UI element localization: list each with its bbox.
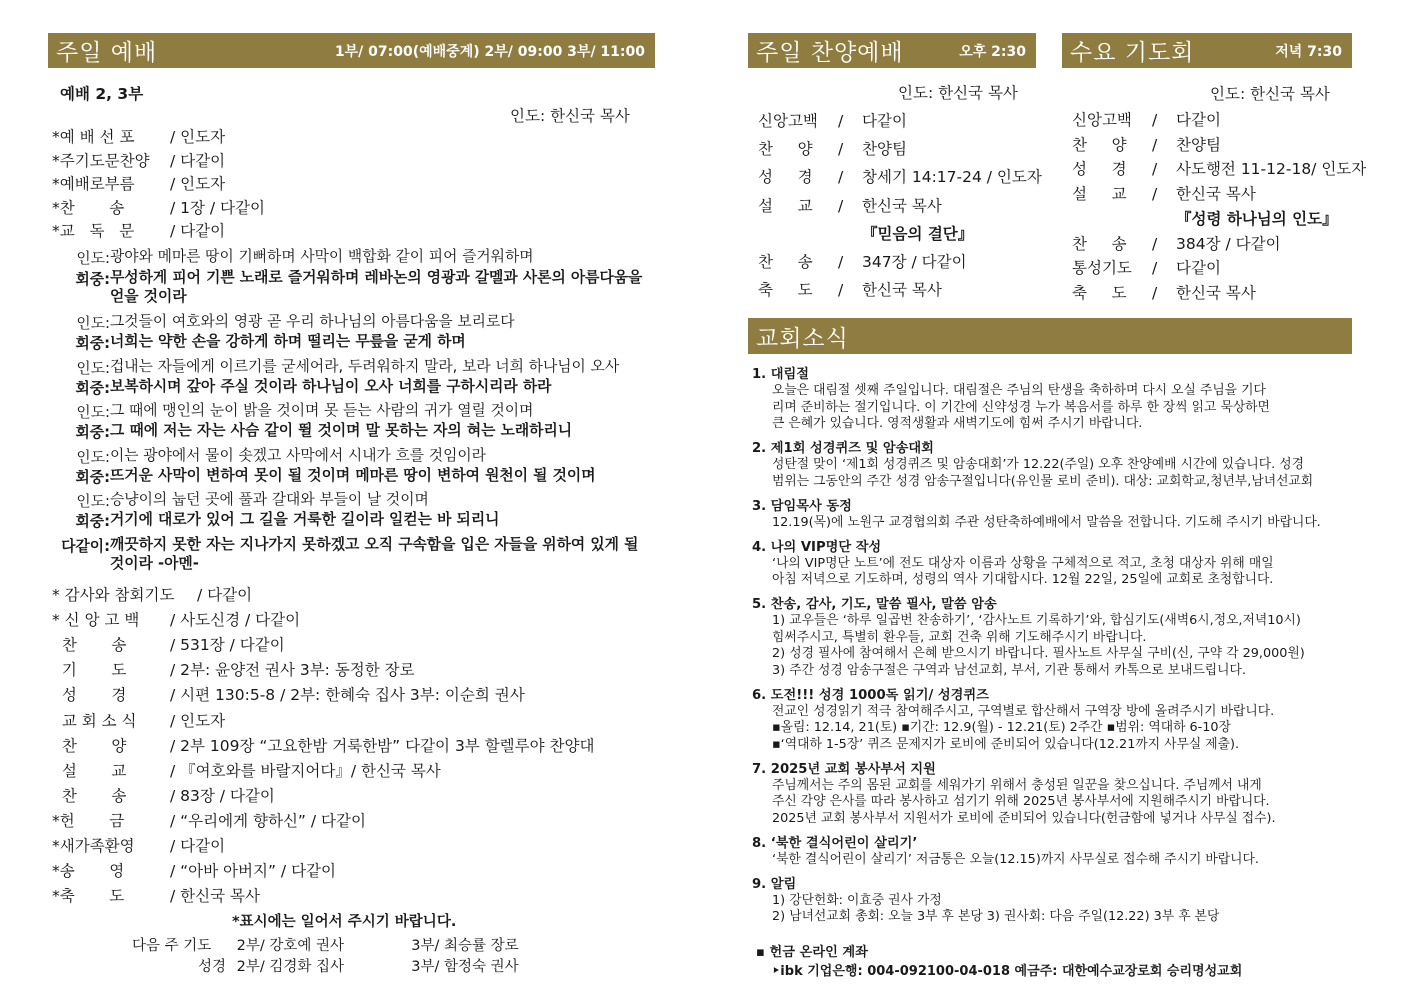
news-heading: 2. 제1회 성경퀴즈 및 암송대회: [752, 441, 934, 456]
order-row: [52, 683, 525, 705]
order-value: / 다같이: [170, 837, 226, 855]
news-heading: 5. 찬송, 감사, 기도, 말씀 필사, 말씀 암송: [752, 597, 997, 612]
news-item: [752, 835, 1352, 869]
order-value: 찬양팀: [862, 140, 907, 159]
responsive-speaker: 인도:: [76, 250, 110, 267]
order-sep: /: [838, 196, 844, 215]
order-value: 384장 / 다같이: [1176, 234, 1281, 253]
order-row: [1072, 157, 1366, 179]
praise-header: [748, 33, 1036, 68]
order-value: / 2부: 윤양전 권사 3부: 동정한 장로: [170, 661, 415, 680]
news-item: [752, 761, 1352, 828]
order-label: *축 도: [52, 887, 125, 906]
news-body-line: 오늘은 대림절 셋째 주일입니다. 대림절은 주님의 탄생을 축하하며 다시 오실 주님을 기다: [772, 383, 1266, 398]
order-row: [1072, 182, 1256, 204]
order-label: 찬 송: [52, 786, 127, 805]
news-item: [752, 539, 1352, 589]
responsive-line: [52, 466, 652, 485]
praise-time: 오후 2:30: [959, 43, 1026, 60]
news-heading: 6. 도전!!! 성경 1000독 읽기/ 성경퀴즈: [752, 687, 989, 703]
order-row: [52, 759, 441, 781]
news-item: [752, 876, 1352, 926]
order-label: *새가족환영: [52, 837, 135, 855]
order-sep: /: [838, 281, 844, 300]
order-value: 창세기 14:17-24 / 인도자: [862, 168, 1042, 187]
responsive-line: [52, 357, 652, 376]
praise-leader: 인도: 한신국 목사: [898, 84, 1018, 102]
news-header: [748, 318, 1352, 354]
news-body-line: 성탄절 맞이 ‘제1회 성경퀴즈 및 암송대회’가 12.22(주일) 오후 찬양예배 시간에 있습니다. 성경: [772, 457, 1305, 472]
order-value: / “아바 아버지” / 다같이: [170, 862, 336, 881]
order-row: [1072, 133, 1221, 155]
order-value: 한신국 목사: [862, 281, 942, 300]
order-label: *교 독 문: [52, 222, 135, 240]
order-sep: /: [1152, 185, 1158, 204]
responsive-text: 너희는 약한 손을 강하게 하며 떨리는 무릎을 굳게 하며: [110, 333, 466, 350]
next-week-p2: 2부/ 김경화 집사: [236, 959, 344, 975]
order-row: [52, 219, 225, 241]
order-label: 신앙고백: [1072, 111, 1132, 129]
order-row: [52, 149, 225, 171]
order-row: [52, 784, 275, 806]
order-row: [758, 250, 967, 272]
news-item: [752, 687, 1352, 754]
order-sep: /: [838, 253, 844, 271]
order-sep: /: [1152, 234, 1158, 253]
news-body-line: 1) 교우들은 ‘하루 일곱번 찬송하기’, ‘감사노트 기록하기’와, 합심기도(새벽6시,정오,저녁10시): [772, 613, 1301, 628]
order-row: [52, 172, 225, 194]
news-heading: 1. 대림절: [752, 367, 809, 382]
order-label: 통성기도: [1072, 259, 1132, 278]
news-heading: 3. 담임목사 동정: [752, 498, 852, 514]
news-body-line: ▪‘역대하 1-5장’ 퀴즈 문제지가 로비에 준비되어 있습니다(12.21까지 사무실 제출).: [772, 736, 1240, 752]
order-value: 『믿음의 결단』: [862, 224, 974, 243]
news-heading: 7. 2025년 교회 봉사부서 지원: [752, 761, 936, 777]
order-value: 사도행전 11-12-18/ 인도자: [1176, 160, 1367, 179]
responsive-text: 거기에 대로가 있어 그 길을 거룩한 길이라 일컫는 바 되리니: [110, 511, 500, 528]
order-label: 교 회 소 식: [52, 711, 137, 730]
news-heading: 8. ‘북한 결식어린이 살리기’: [752, 835, 918, 851]
order-label: 찬 양: [52, 736, 127, 755]
order-value: / 사도신경 / 다같이: [170, 611, 301, 630]
order-label: 성 경: [758, 168, 813, 187]
order-sep: /: [838, 168, 844, 187]
account-body: ‣ibk 기업은행: 004-092100-04-018 예금주: 대한예수교장로회 승리명성교회: [772, 964, 1243, 979]
order-value: 한신국 목사: [862, 196, 942, 215]
responsive-line: [52, 377, 652, 396]
order-value: / 시편 130:5-8 / 2부: 한혜숙 집사 3부: 이순희 권사: [170, 686, 525, 705]
order-sep: /: [1152, 283, 1158, 302]
responsive-line: [52, 490, 652, 509]
order-value: 한신국 목사: [1176, 283, 1256, 302]
responsive-text: 겁내는 자들에게 이르기를 굳세어라, 두려워하지 말라, 보라 너희 하나님이 오사: [110, 358, 620, 375]
standing-note: *표시에는 일어서 주시기 바랍니다.: [232, 914, 457, 930]
responsive-speaker: 인도:: [76, 404, 110, 421]
responsive-speaker: 회중:: [75, 513, 110, 530]
news-item: [752, 498, 1352, 532]
order-row: [52, 608, 300, 630]
order-sep: /: [838, 112, 844, 130]
news-body-line: 3) 주간 성경 암송구절은 구역과 남선교회, 부서, 기관 통해서 카톡으로 보내드립니다.: [772, 662, 1246, 678]
news-body-line: ▪올림: 12.14, 21(토) ▪기간: 12.9(월) - 12.21(토) 2주간 ▪범위: 역대하 6-10장: [772, 720, 1231, 735]
wednesday-header: [1062, 33, 1352, 68]
news-item: [752, 366, 1352, 433]
responsive-line: [52, 401, 652, 420]
order-value: / 1장 / 다같이: [170, 198, 265, 217]
order-value: / 다같이: [197, 586, 253, 604]
order-label: * 신 앙 고 백: [52, 611, 140, 630]
order-value: 찬양팀: [1176, 135, 1221, 154]
order-row: [52, 734, 594, 756]
order-label: 설 교: [1072, 185, 1127, 204]
responsive-text: 뜨거운 사막이 변하여 못이 될 것이며 메마른 땅이 변하여 원천이 될 것이며: [110, 467, 596, 484]
order-value: 347장 / 다같이: [862, 253, 967, 271]
responsive-text: 이는 광야에서 물이 솟겠고 사막에서 시내가 흐를 것임이라: [110, 447, 486, 464]
responsive-line: [52, 446, 652, 465]
order-row: [52, 884, 260, 906]
next-week-p2: 2부/ 강호예 권사: [236, 938, 344, 954]
next-week-row-1: [132, 934, 519, 955]
order-sep: /: [1152, 259, 1158, 278]
order-row: [1072, 232, 1281, 254]
responsive-line: [52, 510, 652, 529]
order-row: [758, 165, 1042, 187]
news-body-line: 리며 준비하는 절기입니다. 이 기간에 신약성경 누가 복음서를 하루 한 장씩 읽고 묵상하면: [772, 399, 1270, 415]
order-label: 찬 송: [52, 636, 127, 655]
responsive-text: 그것들이 여호와의 영광 곧 우리 하나님의 아름다움을 보리로다: [110, 313, 515, 330]
next-week-label: 성경: [197, 959, 226, 975]
news-body-line: 2) 성경 필사에 참여해서 은혜 받으시기 바랍니다. 필사노트 사무실 구비(신, 구약 각 29,000원): [772, 646, 1305, 661]
order-label: *헌 금: [52, 811, 125, 830]
order-label: 기 도: [52, 661, 127, 680]
praise-title: 주일 찬양예배: [756, 40, 904, 66]
order-label: 찬 양: [758, 140, 813, 159]
order-label: 신앙고백: [758, 112, 818, 130]
sunday-times: 1부/ 07:00(예배중계) 2부/ 09:00 3부/ 11:00: [334, 43, 645, 60]
news-body-line: 전교인 성경읽기 적극 참여해주시고, 구역별로 합산해서 구역장 방에 올려주시기 바랍니다.: [772, 703, 1275, 719]
responsive-speaker: 인도:: [76, 315, 110, 332]
next-week-p3: 3부/ 최승률 장로: [411, 938, 519, 954]
order-row: [1072, 207, 1338, 229]
order-value: 한신국 목사: [1176, 185, 1256, 204]
order-sep: /: [1152, 111, 1158, 129]
news-body-line: ‘나의 VIP명단 노트’에 전도 대상자 이름과 상황을 구체적으로 적고, 초청 대상자 위해 매일: [772, 555, 1274, 571]
order-label: *찬 송: [52, 198, 125, 217]
sunday-title: 주일 예배: [56, 40, 158, 66]
order-label: 축 도: [758, 281, 813, 300]
responsive-speaker: 인도:: [76, 449, 110, 466]
responsive-text: 무성하게 피어 기쁜 노래로 즐거워하며 레바논의 영광과 갈멜과 사론의 아름다움을 얻을 것이라: [110, 269, 643, 305]
order-label: *예 배 선 포: [52, 128, 135, 146]
order-row: [1072, 281, 1256, 303]
order-row: [758, 222, 973, 244]
news-body-line: 주신 각양 은사를 따라 봉사하고 섬기기 위해 2025년 봉사부서에 지원해주시기 바랍니다.: [772, 794, 1270, 809]
news-body-line: 2025년 교회 봉사부서 지원서가 로비에 준비되어 있습니다(헌금함에 넣거나 사무실 접수).: [772, 810, 1276, 826]
order-row: [758, 194, 942, 216]
order-row: [758, 137, 907, 159]
order-value: / 다같이: [170, 151, 226, 170]
next-week-p3: 3부/ 함정숙 권사: [411, 959, 519, 975]
order-row: [52, 583, 252, 605]
responsive-text: 그 때에 맹인의 눈이 밝을 것이며 못 듣는 사람의 귀가 열릴 것이며: [110, 402, 534, 419]
order-label: 성 경: [1072, 160, 1127, 179]
order-row: [52, 196, 265, 218]
responsive-line: [52, 312, 652, 331]
news-body-line: 힘써주시고, 특별히 환우들, 교회 건축 위해 기도해주시기 바랍니다.: [772, 629, 1147, 645]
responsive-line: [52, 421, 652, 440]
sunday-header: [48, 33, 655, 68]
order-label: 찬 송: [758, 253, 813, 271]
order-label: 찬 양: [1072, 135, 1127, 154]
news-body-line: 1) 강단헌화: 이효중 권사 가정: [772, 892, 942, 908]
order-value: / 인도자: [170, 175, 226, 193]
service-label: 예배 2, 3부: [60, 85, 144, 103]
order-sep: /: [1152, 160, 1158, 179]
order-label: *주기도문찬양: [52, 151, 150, 170]
wednesday-leader: 인도: 한신국 목사: [1210, 85, 1330, 103]
order-label: *예배로부름: [52, 175, 135, 193]
responsive-text: 승냥이의 눕던 곳에 풀과 갈대와 부들이 날 것이며: [110, 491, 429, 508]
sunday-leader: 인도: 한신국 목사: [510, 107, 630, 125]
responsive-speaker: 회중:: [75, 424, 110, 441]
order-value: 다같이: [1176, 111, 1221, 129]
news-body-line: 12.19(목)에 노원구 교경협의회 주관 성탄축하예배에서 말씀을 전합니다. 기도해 주시기 바랍니다.: [772, 514, 1321, 530]
responsive-text: 그 때에 저는 자는 사슴 같이 뛸 것이며 말 못하는 자의 혀는 노래하리니: [110, 422, 573, 439]
responsive-speaker: 인도:: [76, 360, 110, 377]
responsive-speaker: 인도:: [76, 493, 110, 510]
order-row: [52, 834, 225, 856]
next-week-label: 다음 주 기도: [132, 938, 212, 954]
order-label: 설 교: [52, 761, 127, 780]
order-label: 찬 송: [1072, 234, 1127, 253]
responsive-speaker: 다같이:: [61, 538, 110, 555]
order-value: / 인도자: [170, 128, 226, 146]
order-value: / 한신국 목사: [170, 887, 260, 906]
news-body-line: 큰 은혜가 있습니다. 영적생활과 새벽기도에 힘써 주시기 바랍니다.: [772, 416, 1143, 431]
responsive-line: [52, 247, 652, 266]
responsive-line: [52, 535, 652, 573]
order-value: 『성령 하나님의 인도』: [1176, 209, 1338, 228]
order-row: [1072, 108, 1221, 130]
order-row: [52, 633, 285, 655]
order-label: *송 영: [52, 862, 125, 881]
news-body-line: ‘북한 결식어린이 살리기’ 저금통은 오늘(12.15)까지 사무실로 접수해 주시기 바랍니다.: [772, 851, 1259, 867]
order-row: [758, 278, 942, 300]
responsive-speaker: 회중:: [75, 335, 110, 352]
news-body-line: 범위는 그동안의 주간 성경 암송구절입니다(유인물 로비 준비). 대상: 교회학교,청년부,남녀선교회: [772, 473, 1314, 489]
responsive-text: 광야와 메마른 땅이 기뻐하며 사막이 백합화 같이 피어 즐거워하며: [110, 248, 534, 265]
news-body-line: 아침 저녁으로 기도하며, 성령의 역사 기대합시다. 12월 22일, 25일에 교회로 초청합니다.: [772, 572, 1274, 587]
responsive-speaker: 회중:: [75, 271, 110, 288]
order-row: [52, 125, 225, 147]
news-heading: 9. 알림: [752, 876, 797, 892]
responsive-line: [52, 268, 652, 306]
order-value: / 83장 / 다같이: [170, 786, 275, 805]
news-body-line: 2) 남녀선교회 총회: 오늘 3부 후 본당 3) 권사회: 다음 주일(12.22) 3부 후 본당: [772, 909, 1220, 924]
order-sep: /: [1152, 135, 1158, 154]
news-item: [752, 440, 1352, 490]
order-row: [52, 709, 225, 731]
order-row: [758, 109, 907, 131]
order-value: / 인도자: [170, 711, 226, 730]
next-week-row-2: [132, 955, 519, 976]
order-row: [1072, 256, 1221, 278]
order-sep: /: [838, 140, 844, 159]
order-row: [52, 859, 336, 881]
order-value: / 2부 109장 “고요한밤 거룩한밤” 다같이 3부 할렐루야 찬양대: [170, 736, 595, 755]
news-heading: 4. 나의 VIP명단 작성: [752, 539, 882, 555]
order-row: [52, 658, 415, 680]
order-label: 설 교: [758, 196, 813, 215]
wednesday-title: 수요 기도회: [1070, 40, 1195, 66]
order-value: / 다같이: [170, 222, 226, 240]
order-value: / 531장 / 다같이: [170, 636, 285, 655]
responsive-speaker: 회중:: [75, 380, 110, 397]
responsive-line: [52, 332, 652, 351]
order-value: 다같이: [862, 112, 907, 130]
order-label: 축 도: [1072, 283, 1127, 302]
order-value: 다같이: [1176, 259, 1221, 278]
responsive-speaker: 회중:: [75, 469, 110, 486]
order-value: / 『여호와를 바랄지어다』/ 한신국 목사: [170, 761, 441, 780]
news-title: 교회소식: [756, 325, 849, 352]
order-label: * 감사와 참회기도: [52, 586, 175, 604]
order-row: [52, 809, 366, 831]
order-label: 성 경: [52, 686, 127, 705]
news-body-line: 주님께서는 주의 몸된 교회를 세워가기 위해서 충성된 일꾼을 찾으십니다. 주님께서 내게: [772, 777, 1262, 793]
news-item: [752, 596, 1352, 679]
wednesday-time: 저녁 7:30: [1275, 43, 1342, 60]
responsive-text: 보복하시며 갚아 주실 것이라 하나님이 오사 너희를 구하시리라 하라: [110, 378, 552, 395]
account-head: ▪ 헌금 온라인 계좌: [756, 945, 868, 960]
responsive-text: 깨끗하지 못한 자는 지나가지 못하겠고 오직 구속함을 입은 자들을 위하여 있게 될 것이라 -아멘-: [110, 536, 639, 572]
order-value: / “우리에게 향하신” / 다같이: [170, 811, 366, 830]
